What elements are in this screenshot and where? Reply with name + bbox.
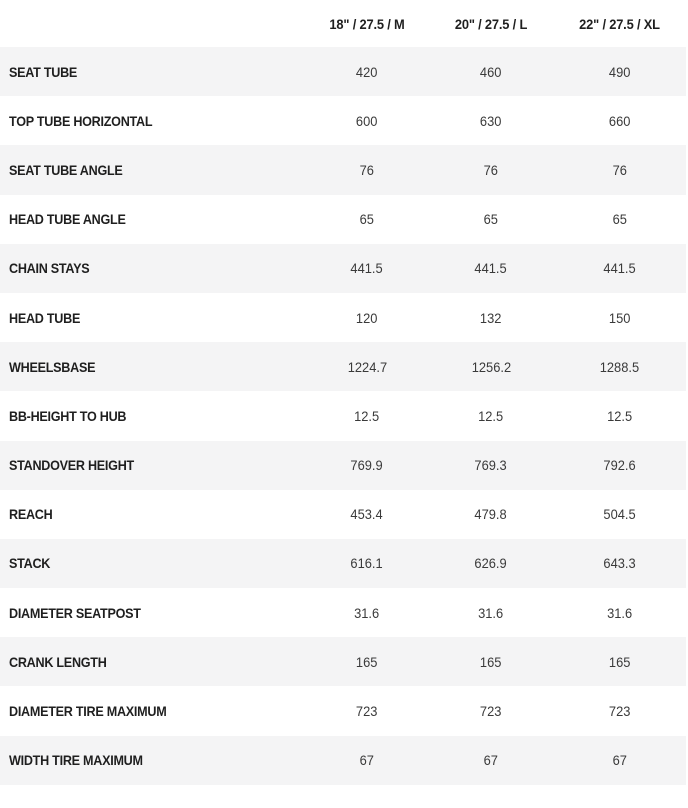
table-row — [0, 244, 686, 293]
table-row — [0, 637, 686, 686]
row-label: CHAIN STAYS — [9, 260, 90, 277]
value-cell-xl: 792.6 — [603, 457, 636, 474]
value-cell-l: 769.3 — [474, 457, 508, 474]
value-cell-m: 76 — [359, 161, 375, 178]
value-cell-xl: 67 — [612, 752, 627, 769]
value-cell-m: 769.9 — [350, 457, 384, 474]
value-cell-l: 31.6 — [478, 604, 504, 621]
value-cell-l: 626.9 — [474, 555, 508, 572]
table-body — [0, 47, 686, 785]
value-cell-xl: 723 — [608, 703, 631, 720]
value-cell-m: 31.6 — [354, 604, 380, 621]
table-row — [0, 539, 686, 588]
value-cell-xl: 150 — [608, 309, 631, 326]
value-cell-m: 600 — [356, 112, 378, 129]
value-cell-xl: 660 — [608, 112, 631, 129]
value-cell-m: 723 — [356, 703, 378, 720]
value-cell-xl: 441.5 — [603, 260, 636, 277]
value-cell-m: 165 — [356, 653, 378, 670]
size-header-xl — [558, 0, 680, 47]
value-cell-xl: 165 — [608, 653, 631, 670]
table-row — [0, 686, 686, 735]
value-cell-m: 1224.7 — [347, 358, 387, 375]
value-cell-l: 460 — [480, 63, 502, 80]
value-cell-l: 76 — [483, 161, 499, 178]
size-header-label: 20" / 27.5 / L — [454, 15, 528, 32]
value-cell-xl: 31.6 — [606, 604, 633, 621]
value-cell-l: 1256.2 — [471, 358, 511, 375]
value-cell-xl: 643.3 — [603, 555, 636, 572]
value-cell-m: 67 — [359, 752, 375, 769]
size-header-m — [310, 0, 424, 47]
value-cell-xl: 12.5 — [606, 407, 633, 424]
row-label: STACK — [9, 555, 51, 572]
value-cell-l: 441.5 — [474, 260, 508, 277]
size-header-l — [434, 0, 548, 47]
table-row — [0, 490, 686, 539]
value-cell-l: 65 — [483, 211, 499, 228]
table-row — [0, 145, 686, 194]
value-cell-m: 420 — [356, 63, 378, 80]
header-corner-cell — [12, 0, 293, 47]
value-cell-l: 165 — [480, 653, 502, 670]
row-label: HEAD TUBE ANGLE — [9, 211, 126, 228]
row-label: SEAT TUBE ANGLE — [9, 161, 123, 178]
table-row — [0, 588, 686, 637]
value-cell-l: 479.8 — [474, 506, 508, 523]
value-cell-xl: 490 — [608, 63, 631, 80]
value-cell-l: 12.5 — [478, 407, 504, 424]
row-label: SEAT TUBE — [9, 63, 78, 80]
size-header-label: 18" / 27.5 / M — [329, 15, 405, 32]
table-header — [0, 0, 686, 47]
size-header-label: 22" / 27.5 / XL — [579, 15, 660, 32]
row-label: STANDOVER HEIGHT — [9, 457, 134, 474]
value-cell-xl: 504.5 — [603, 506, 636, 523]
row-label: BB-HEIGHT TO HUB — [9, 407, 127, 424]
table-row — [0, 342, 686, 391]
row-label: TOP TUBE HORIZONTAL — [9, 112, 153, 129]
table-row — [0, 441, 686, 490]
row-label: HEAD TUBE — [9, 309, 81, 326]
value-cell-m: 65 — [359, 211, 375, 228]
table-row — [0, 736, 686, 785]
row-label: REACH — [9, 506, 53, 523]
row-label: WIDTH TIRE MAXIMUM — [9, 752, 143, 769]
value-cell-l: 132 — [480, 309, 502, 326]
table-row — [0, 47, 686, 96]
value-cell-m: 441.5 — [350, 260, 384, 277]
table-row — [0, 195, 686, 244]
table-row — [0, 391, 686, 440]
table-row — [0, 293, 686, 342]
value-cell-xl: 65 — [612, 211, 627, 228]
value-cell-l: 723 — [480, 703, 502, 720]
header-row — [0, 0, 686, 47]
value-cell-l: 67 — [483, 752, 499, 769]
table-row — [0, 96, 686, 145]
row-label: DIAMETER TIRE MAXIMUM — [9, 703, 167, 720]
row-label: DIAMETER SEATPOST — [9, 604, 141, 621]
value-cell-xl: 76 — [612, 161, 627, 178]
value-cell-xl: 1288.5 — [599, 358, 640, 375]
value-cell-l: 630 — [480, 112, 502, 129]
row-label: WHEELSBASE — [9, 358, 96, 375]
value-cell-m: 120 — [356, 309, 378, 326]
value-cell-m: 616.1 — [350, 555, 384, 572]
row-label: CRANK LENGTH — [9, 653, 107, 670]
value-cell-m: 12.5 — [354, 407, 380, 424]
value-cell-m: 453.4 — [350, 506, 384, 523]
